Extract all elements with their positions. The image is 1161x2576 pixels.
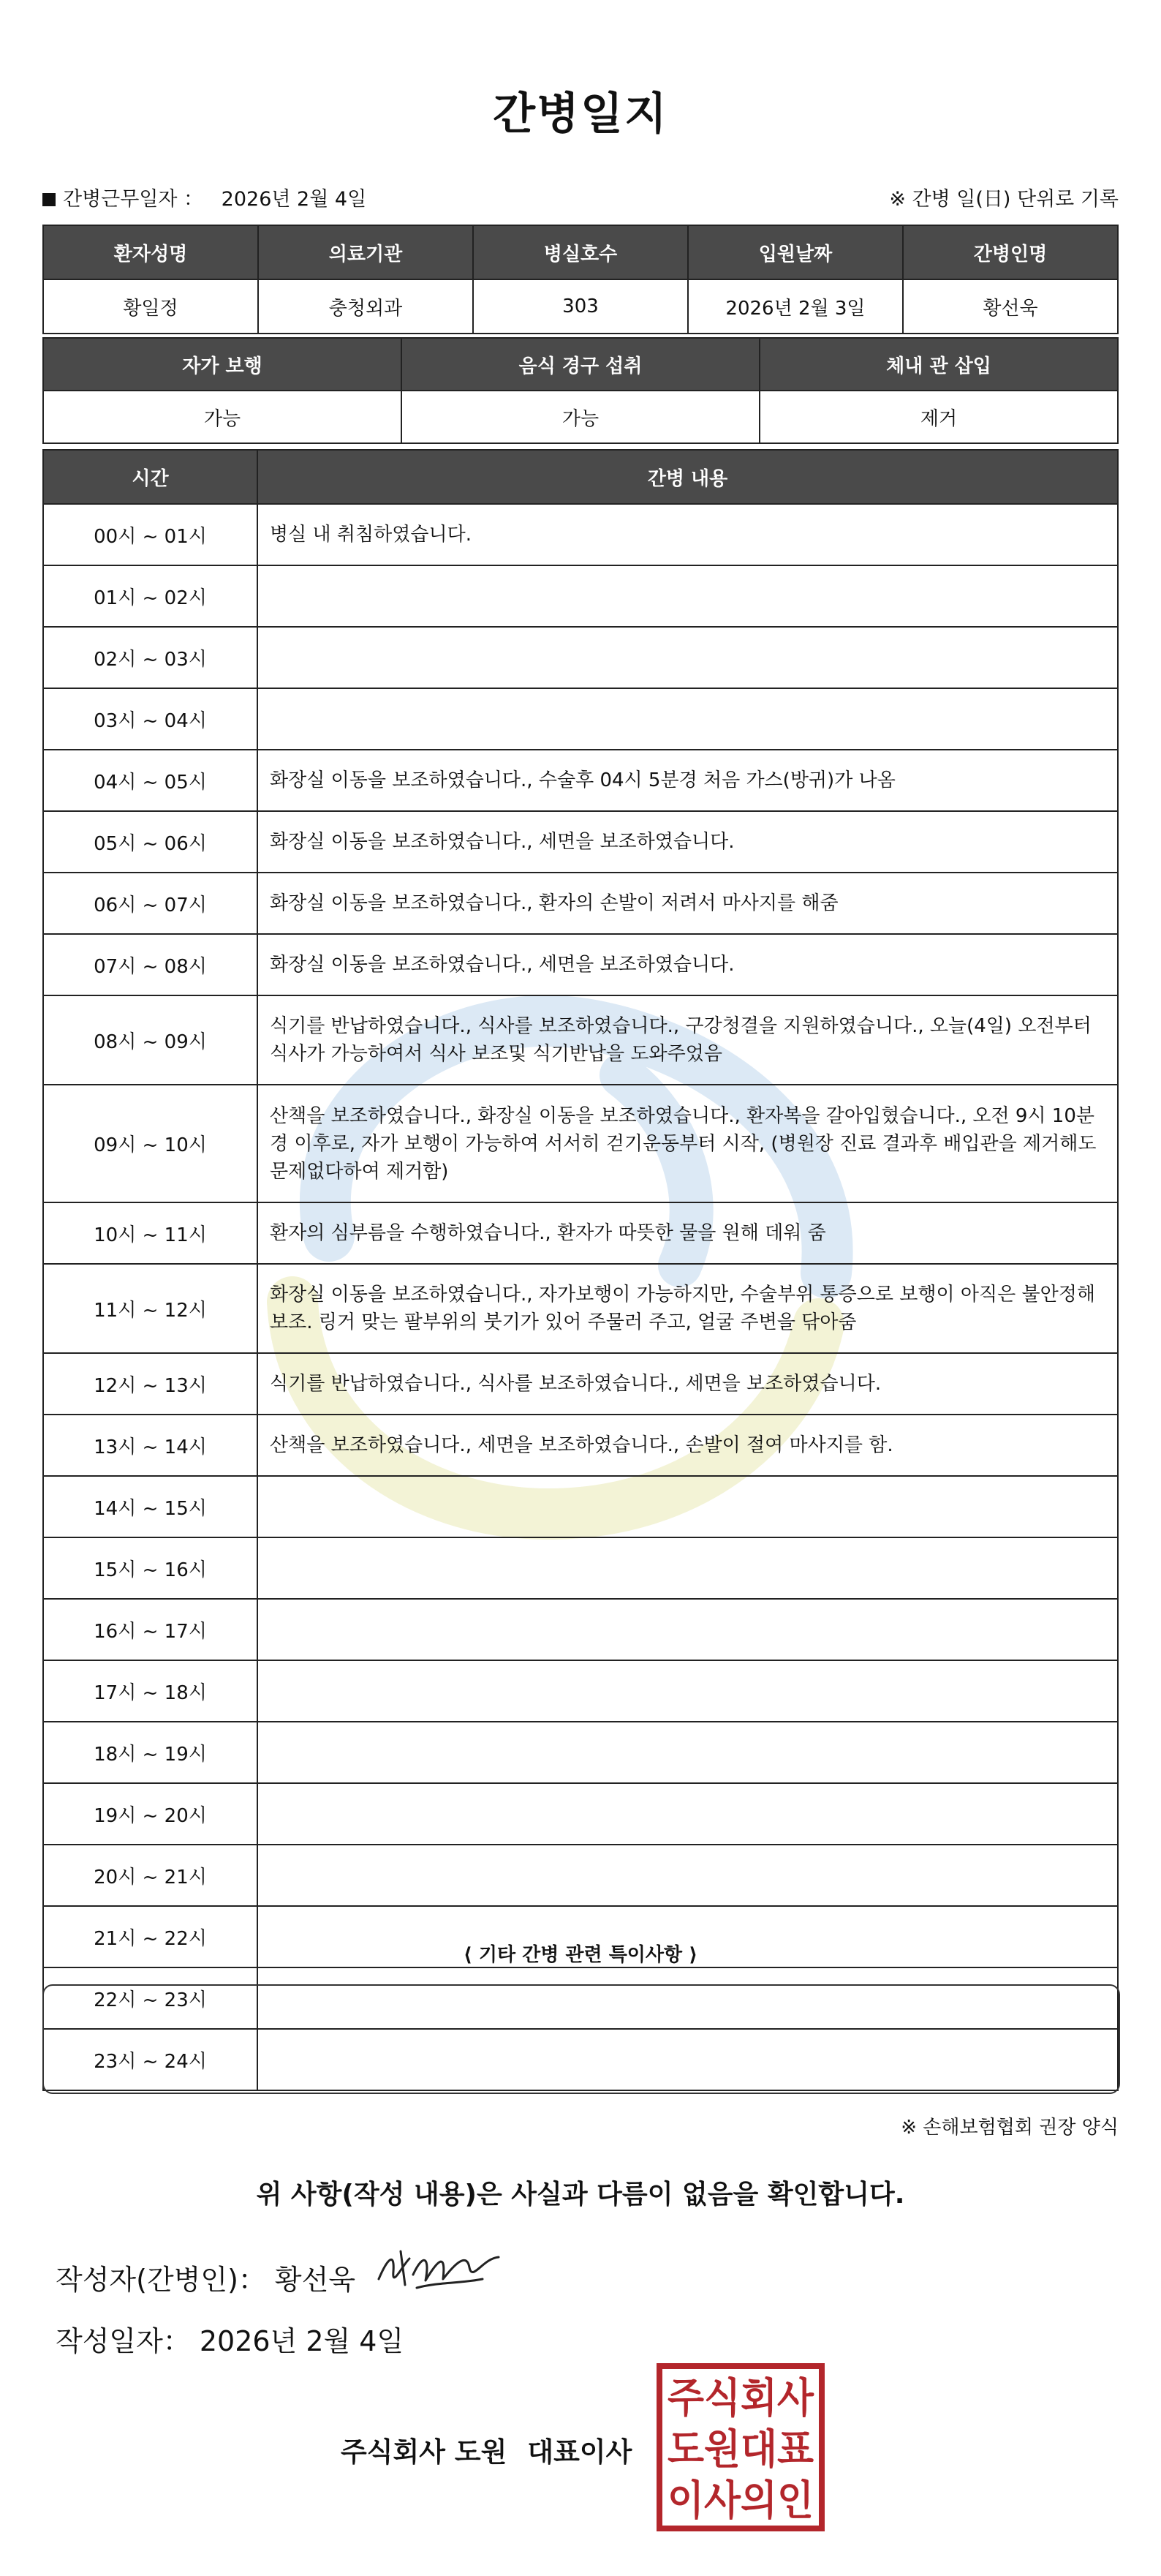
company-name: 주식회사 도원 bbox=[341, 2436, 507, 2468]
content-cell bbox=[257, 688, 1118, 750]
work-date-label: 간병근무일자 ： bbox=[63, 188, 204, 211]
time-cell: 04시 ~ 05시 bbox=[43, 750, 257, 811]
content-cell bbox=[257, 1476, 1118, 1537]
content-cell bbox=[257, 1722, 1118, 1783]
header-room-number: 병실호수 bbox=[473, 225, 688, 279]
self-walking-value: 가능 bbox=[43, 391, 401, 443]
table-row bbox=[43, 1353, 1118, 1415]
table-row bbox=[43, 1476, 1118, 1537]
table-row bbox=[43, 1085, 1118, 1202]
time-cell: 17시 ~ 18시 bbox=[43, 1660, 257, 1722]
time-cell: 14시 ~ 15시 bbox=[43, 1476, 257, 1537]
content-cell bbox=[257, 1660, 1118, 1722]
time-cell: 06시 ~ 07시 bbox=[43, 873, 257, 934]
content-cell bbox=[257, 627, 1118, 688]
time-cell: 00시 ~ 01시 bbox=[43, 504, 257, 565]
content-cell: 산책을 보조하였습니다., 세면을 보조하였습니다., 손발이 절여 마사지를 함. bbox=[257, 1415, 1118, 1476]
time-cell: 05시 ~ 06시 bbox=[43, 811, 257, 873]
table-row bbox=[43, 1415, 1118, 1476]
company-line bbox=[341, 2430, 632, 2469]
content-cell bbox=[257, 1845, 1118, 1906]
remarks-box bbox=[42, 1984, 1120, 2094]
content-cell bbox=[257, 565, 1118, 627]
written-date-line bbox=[56, 2319, 404, 2359]
oral-intake-value: 가능 bbox=[401, 391, 760, 443]
header-care-content: 간병 내용 bbox=[257, 450, 1118, 504]
table-row bbox=[43, 1599, 1118, 1660]
time-cell: 20시 ~ 21시 bbox=[43, 1845, 257, 1906]
content-cell bbox=[257, 1783, 1118, 1845]
writer-name: 황선욱 bbox=[274, 2264, 356, 2296]
content-cell: 식기를 반납하였습니다., 식사를 보조하였습니다., 구강청결을 지원하였습니다., 오늘(4일) 오전부터 식사가 가능하여서 식사 보조및 식기반납을 도와주었음 bbox=[257, 995, 1118, 1085]
room-number: 303 bbox=[473, 279, 688, 334]
seal-line-1: 주식회사 bbox=[668, 2375, 814, 2422]
content-cell: 화장실 이동을 보조하였습니다., 수술후 04시 5분경 처음 가스(방귀)가 나옴 bbox=[257, 750, 1118, 811]
patient-name: 황일정 bbox=[43, 279, 258, 334]
table-row bbox=[43, 1660, 1118, 1722]
content-cell: 병실 내 취침하였습니다. bbox=[257, 504, 1118, 565]
document-title: 간병일지 bbox=[493, 88, 668, 140]
work-date-line bbox=[42, 183, 1119, 212]
time-cell: 10시 ~ 11시 bbox=[43, 1202, 257, 1264]
daily-record-note: ※ 간병 일(日) 단위로 기록 bbox=[889, 188, 1119, 211]
caregiver-name: 황선욱 bbox=[903, 279, 1118, 334]
content-cell: 화장실 이동을 보조하였습니다., 자가보행이 가능하지만, 수술부위 통증으로 보행이 아직은 불안정해 보조. 링거 맞는 팔부위의 붓기가 있어 주물러 주고, 얼굴 주변을 닦아줌 bbox=[257, 1264, 1118, 1353]
header-tube-insertion: 체내 관 삽입 bbox=[760, 338, 1118, 391]
time-cell: 22시 ~ 23시 bbox=[43, 1967, 257, 2029]
time-cell: 13시 ~ 14시 bbox=[43, 1415, 257, 1476]
table-row bbox=[43, 1783, 1118, 1845]
writer-label: 작성자(간병인)： bbox=[56, 2264, 266, 2296]
remarks-title: ⟨ 기타 간병 관련 특이사항 ⟩ bbox=[463, 1944, 698, 1966]
table-row bbox=[43, 750, 1118, 811]
ceo-title: 대표이사 bbox=[527, 2436, 632, 2468]
time-cell: 11시 ~ 12시 bbox=[43, 1264, 257, 1353]
table-row bbox=[43, 504, 1118, 565]
table-row bbox=[43, 688, 1118, 750]
header-hospital: 의료기관 bbox=[258, 225, 473, 279]
recommend-note: ※ 손해보험협회 권장 양식 bbox=[901, 2117, 1119, 2139]
table-row bbox=[43, 811, 1118, 873]
header-oral-intake: 음식 경구 섭취 bbox=[401, 338, 760, 391]
content-cell: 환자의 심부름을 수행하였습니다., 환자가 따뜻한 물을 원해 데워 줌 bbox=[257, 1202, 1118, 1264]
time-cell: 08시 ~ 09시 bbox=[43, 995, 257, 1085]
written-date-label: 작성일자： bbox=[56, 2325, 191, 2357]
time-cell: 09시 ~ 10시 bbox=[43, 1085, 257, 1202]
content-cell: 산책을 보조하였습니다., 화장실 이동을 보조하였습니다., 환자복을 갈아입혔습니다., 오전 9시 10분경 이후로, 자가 보행이 가능하여 서서히 걷기운동부터 시작, (병원장 진료 결과후 배입관을 제거해도 문제없다하여 제거함) bbox=[257, 1085, 1118, 1202]
table-row bbox=[43, 1537, 1118, 1599]
writer-line bbox=[56, 2257, 355, 2297]
content-cell: 화장실 이동을 보조하였습니다., 세면을 보조하였습니다. bbox=[257, 811, 1118, 873]
time-cell: 16시 ~ 17시 bbox=[43, 1599, 257, 1660]
confirmation-statement: 위 사항(작성 내용)은 사실과 다름이 없음을 확인합니다. bbox=[256, 2180, 905, 2210]
patient-status-table bbox=[42, 337, 1119, 444]
time-cell: 07시 ~ 08시 bbox=[43, 934, 257, 995]
hospital-name: 충청외과 bbox=[258, 279, 473, 334]
table-row bbox=[43, 1264, 1118, 1353]
company-seal-stamp bbox=[656, 2362, 825, 2532]
table-row bbox=[43, 995, 1118, 1085]
table-row bbox=[43, 627, 1118, 688]
table-row bbox=[43, 1845, 1118, 1906]
time-cell: 18시 ~ 19시 bbox=[43, 1722, 257, 1783]
time-cell: 01시 ~ 02시 bbox=[43, 565, 257, 627]
tube-insertion-value: 제거 bbox=[760, 391, 1118, 443]
table-row bbox=[43, 1202, 1118, 1264]
time-cell: 03시 ~ 04시 bbox=[43, 688, 257, 750]
time-cell: 19시 ~ 20시 bbox=[43, 1783, 257, 1845]
content-cell: 화장실 이동을 보조하였습니다., 세면을 보조하였습니다. bbox=[257, 934, 1118, 995]
time-cell: 15시 ~ 16시 bbox=[43, 1537, 257, 1599]
content-cell: 화장실 이동을 보조하였습니다., 환자의 손발이 저려서 마사지를 해줌 bbox=[257, 873, 1118, 934]
written-date-value: 2026년 2월 4일 bbox=[199, 2325, 404, 2357]
content-cell bbox=[257, 1599, 1118, 1660]
header-self-walking: 자가 보행 bbox=[43, 338, 401, 391]
table-row bbox=[43, 1722, 1118, 1783]
admission-date: 2026년 2월 3일 bbox=[688, 279, 903, 334]
time-cell: 21시 ~ 22시 bbox=[43, 1906, 257, 1967]
time-cell: 12시 ~ 13시 bbox=[43, 1353, 257, 1415]
header-admission-date: 입원날짜 bbox=[688, 225, 903, 279]
table-row bbox=[43, 873, 1118, 934]
work-date-value: 2026년 2월 4일 bbox=[221, 188, 367, 211]
seal-line-2: 도원대표 bbox=[668, 2426, 814, 2474]
seal-line-3: 이사의인 bbox=[668, 2477, 814, 2525]
content-cell bbox=[257, 1537, 1118, 1599]
square-bullet-icon bbox=[42, 193, 56, 206]
time-cell: 02시 ~ 03시 bbox=[43, 627, 257, 688]
header-patient-name: 환자성명 bbox=[43, 225, 258, 279]
table-row bbox=[43, 565, 1118, 627]
patient-info-table bbox=[42, 225, 1119, 334]
hourly-care-log-table bbox=[42, 449, 1119, 2091]
content-cell: 식기를 반납하였습니다., 식사를 보조하였습니다., 세면을 보조하였습니다. bbox=[257, 1353, 1118, 1415]
table-row bbox=[43, 934, 1118, 995]
handwritten-signature bbox=[373, 2237, 504, 2302]
time-cell: 23시 ~ 24시 bbox=[43, 2029, 257, 2090]
header-time: 시간 bbox=[43, 450, 257, 504]
header-caregiver-name: 간병인명 bbox=[903, 225, 1118, 279]
